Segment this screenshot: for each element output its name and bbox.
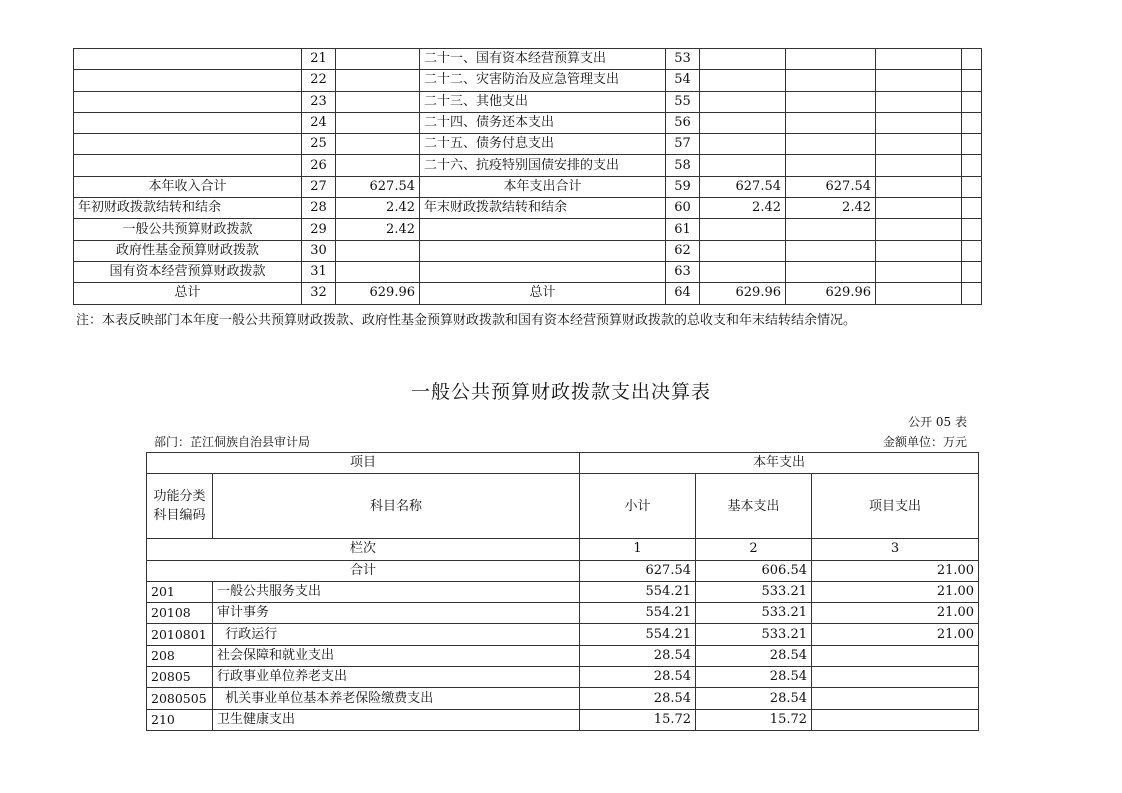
- table-cell: 629.96: [786, 283, 876, 304]
- table-cell: [876, 198, 962, 219]
- table-cell: 21: [302, 49, 336, 70]
- table-cell: [876, 283, 962, 304]
- table-cell: [786, 219, 876, 240]
- table-cell: 64: [666, 283, 700, 304]
- table-cell-name: 机关事业单位基本养老保险缴费支出: [213, 688, 580, 709]
- table-cell: [786, 240, 876, 261]
- table-row: [147, 603, 979, 624]
- table-note: 注：本表反映部门本年度一般公共预算财政拨款、政府性基金预算财政拨款和国有资本经营预算财政拨款的总收支和年末结转结余情况。: [76, 313, 857, 328]
- table-cell: 总计: [74, 283, 302, 304]
- table-cell: [74, 112, 302, 133]
- table-cell: [962, 91, 982, 112]
- table-cell: 27: [302, 176, 336, 197]
- table-cell: [786, 112, 876, 133]
- table-cell-subtotal: 28.54: [580, 667, 696, 688]
- table-row: [74, 261, 982, 282]
- table-cell-subtotal: 28.54: [580, 688, 696, 709]
- table-cell: [876, 219, 962, 240]
- table-cell: [700, 219, 786, 240]
- table-cell-basic: 533.21: [696, 624, 812, 645]
- table-cell: [336, 70, 420, 91]
- table-row: [74, 70, 982, 91]
- table-cell: [786, 70, 876, 91]
- table-row: [74, 91, 982, 112]
- table-cell-name: 社会保障和就业支出: [213, 645, 580, 666]
- table-cell: [336, 134, 420, 155]
- header-basic-expense: 基本支出: [696, 474, 812, 539]
- table-cell-project: 21.00: [812, 581, 979, 602]
- table-cell: [336, 49, 420, 70]
- form-number: 公开 05 表: [908, 415, 967, 429]
- table-cell: 二十二、灾害防治及应急管理支出: [420, 70, 666, 91]
- table-row: [74, 112, 982, 133]
- table-cell: [962, 70, 982, 91]
- table-row: [147, 667, 979, 688]
- table-cell: 32: [302, 283, 336, 304]
- table-cell-code: 20805: [147, 667, 213, 688]
- table-cell: [336, 155, 420, 176]
- header-code: 功能分类科目编码: [147, 474, 213, 539]
- total-subtotal: 627.54: [580, 560, 696, 581]
- table-cell: [962, 176, 982, 197]
- table-cell: 国有资本经营预算财政拨款: [74, 261, 302, 282]
- fiscal-summary-body: [74, 49, 982, 305]
- table-cell: [876, 261, 962, 282]
- total-row: [147, 560, 979, 581]
- table-cell: 2.42: [786, 198, 876, 219]
- table-row: [74, 198, 982, 219]
- table-row: [147, 688, 979, 709]
- table-cell: [74, 91, 302, 112]
- table-cell: [962, 155, 982, 176]
- table-cell: [876, 49, 962, 70]
- total-basic: 606.54: [696, 560, 812, 581]
- table-cell-basic: 28.54: [696, 667, 812, 688]
- table-cell-subtotal: 554.21: [580, 624, 696, 645]
- table-cell: [786, 155, 876, 176]
- table-cell: 二十五、债务付息支出: [420, 134, 666, 155]
- table-cell: 26: [302, 155, 336, 176]
- table-cell: 54: [666, 70, 700, 91]
- amount-unit-label: 金额单位：万元: [882, 435, 967, 449]
- table-cell: [700, 70, 786, 91]
- table-cell-name: 卫生健康支出: [213, 709, 580, 730]
- table-cell: [962, 49, 982, 70]
- table-cell: 63: [666, 261, 700, 282]
- table-cell: [876, 240, 962, 261]
- table-cell: [700, 155, 786, 176]
- table-cell: 22: [302, 70, 336, 91]
- table-cell: 55: [666, 91, 700, 112]
- table-cell: 28: [302, 198, 336, 219]
- table-cell: 627.54: [700, 176, 786, 197]
- table-cell: [962, 261, 982, 282]
- table-cell: 56: [666, 112, 700, 133]
- table-cell-name: 行政事业单位养老支出: [213, 667, 580, 688]
- table-cell: [962, 219, 982, 240]
- header-project: 项目: [147, 453, 580, 474]
- table-cell-name: 一般公共服务支出: [213, 581, 580, 602]
- column-number-3: 3: [812, 539, 979, 560]
- table-row: [147, 645, 979, 666]
- table-cell: 627.54: [786, 176, 876, 197]
- table-cell: [786, 134, 876, 155]
- table-cell: [74, 49, 302, 70]
- table-cell: [336, 112, 420, 133]
- table-row: [147, 624, 979, 645]
- table-cell-code: 208: [147, 645, 213, 666]
- table-cell: 53: [666, 49, 700, 70]
- table-cell: 二十四、债务还本支出: [420, 112, 666, 133]
- table-cell: [74, 70, 302, 91]
- table-row: [147, 581, 979, 602]
- table-row: [147, 709, 979, 730]
- table-cell-project: [812, 667, 979, 688]
- table-cell: 二十一、国有资本经营预算支出: [420, 49, 666, 70]
- table-title: 一般公共预算财政拨款支出决算表: [410, 381, 711, 403]
- table-cell-code: 2010801: [147, 624, 213, 645]
- table-cell: 年初财政拨款结转和结余: [74, 198, 302, 219]
- table-cell-basic: 533.21: [696, 581, 812, 602]
- table-cell: [786, 91, 876, 112]
- table-cell: 年末财政拨款结转和结余: [420, 198, 666, 219]
- table-cell: [962, 112, 982, 133]
- table-cell-project: [812, 688, 979, 709]
- table-row: [74, 134, 982, 155]
- table-cell: 政府性基金预算财政拨款: [74, 240, 302, 261]
- expenditure-body: [147, 581, 979, 730]
- table-cell-basic: 15.72: [696, 709, 812, 730]
- table-cell: [420, 219, 666, 240]
- header-year-expense: 本年支出: [580, 453, 979, 474]
- table-cell: [336, 91, 420, 112]
- table-cell-subtotal: 554.21: [580, 603, 696, 624]
- table-cell: 24: [302, 112, 336, 133]
- table-row: [74, 49, 982, 70]
- table-cell-name: 行政运行: [213, 624, 580, 645]
- table-row: [74, 240, 982, 261]
- table-cell: 2.42: [336, 198, 420, 219]
- table-cell: [74, 134, 302, 155]
- column-number-1: 1: [580, 539, 696, 560]
- table-cell: [876, 134, 962, 155]
- table-cell: 30: [302, 240, 336, 261]
- table-cell: 2.42: [700, 198, 786, 219]
- table-cell: [74, 155, 302, 176]
- table-cell: 31: [302, 261, 336, 282]
- header-row-1: [147, 453, 979, 474]
- table-cell: [962, 283, 982, 304]
- table-cell-project: 21.00: [812, 603, 979, 624]
- fiscal-summary-table: [73, 48, 982, 305]
- table-cell: 629.96: [336, 283, 420, 304]
- table-cell: [876, 91, 962, 112]
- table-cell-project: 21.00: [812, 624, 979, 645]
- table-cell: 57: [666, 134, 700, 155]
- table-cell-subtotal: 15.72: [580, 709, 696, 730]
- table-cell: 二十六、抗疫特别国债安排的支出: [420, 155, 666, 176]
- table-cell: 61: [666, 219, 700, 240]
- table-cell: [876, 155, 962, 176]
- table-cell-code: 20108: [147, 603, 213, 624]
- table-cell-project: [812, 645, 979, 666]
- table-cell: [336, 261, 420, 282]
- table-cell: [700, 261, 786, 282]
- table-cell: [962, 134, 982, 155]
- table-cell-subtotal: 28.54: [580, 645, 696, 666]
- table-row: [74, 176, 982, 197]
- table-cell: [876, 112, 962, 133]
- table-cell: [420, 240, 666, 261]
- header-subject-name: 科目名称: [213, 474, 580, 539]
- table-cell: [700, 91, 786, 112]
- table-cell-code: 210: [147, 709, 213, 730]
- table-cell-basic: 533.21: [696, 603, 812, 624]
- expenditure-table: [146, 452, 979, 731]
- table-cell: 627.54: [336, 176, 420, 197]
- table-cell: 59: [666, 176, 700, 197]
- table-cell: 2.42: [336, 219, 420, 240]
- table-cell: 58: [666, 155, 700, 176]
- table-cell: 60: [666, 198, 700, 219]
- department-label: 部门：芷江侗族自治县审计局: [154, 435, 311, 449]
- table-cell: 62: [666, 240, 700, 261]
- table-cell: [420, 261, 666, 282]
- table-cell-code: 2080505: [147, 688, 213, 709]
- table-cell: 25: [302, 134, 336, 155]
- total-label: 合计: [147, 560, 580, 581]
- table-cell: [962, 198, 982, 219]
- table-row: [74, 155, 982, 176]
- table-cell: 29: [302, 219, 336, 240]
- table-cell-basic: 28.54: [696, 645, 812, 666]
- column-number-row: [147, 539, 979, 560]
- column-number-2: 2: [696, 539, 812, 560]
- table-cell: 二十三、其他支出: [420, 91, 666, 112]
- table-cell-project: [812, 709, 979, 730]
- table-cell: [700, 240, 786, 261]
- table-cell-subtotal: 554.21: [580, 581, 696, 602]
- header-project-expense: 项目支出: [812, 474, 979, 539]
- table-cell-name: 审计事务: [213, 603, 580, 624]
- table-row: [74, 283, 982, 304]
- table-cell: 一般公共预算财政拨款: [74, 219, 302, 240]
- table-cell: 总计: [420, 283, 666, 304]
- table-row: [74, 219, 982, 240]
- table-cell-code: 201: [147, 581, 213, 602]
- header-row-2: [147, 474, 979, 539]
- table-cell: [786, 49, 876, 70]
- table-cell: 本年支出合计: [420, 176, 666, 197]
- table-cell-basic: 28.54: [696, 688, 812, 709]
- table-cell: [962, 240, 982, 261]
- table-cell: [876, 70, 962, 91]
- table-cell: [700, 112, 786, 133]
- table-cell: [700, 49, 786, 70]
- header-subtotal: 小计: [580, 474, 696, 539]
- column-label: 栏次: [147, 539, 580, 560]
- table-cell: 23: [302, 91, 336, 112]
- table-cell: 629.96: [700, 283, 786, 304]
- table-cell: [786, 261, 876, 282]
- table-cell: 本年收入合计: [74, 176, 302, 197]
- total-project: 21.00: [812, 560, 979, 581]
- table-cell: [876, 176, 962, 197]
- table-cell: [336, 240, 420, 261]
- table-cell: [700, 134, 786, 155]
